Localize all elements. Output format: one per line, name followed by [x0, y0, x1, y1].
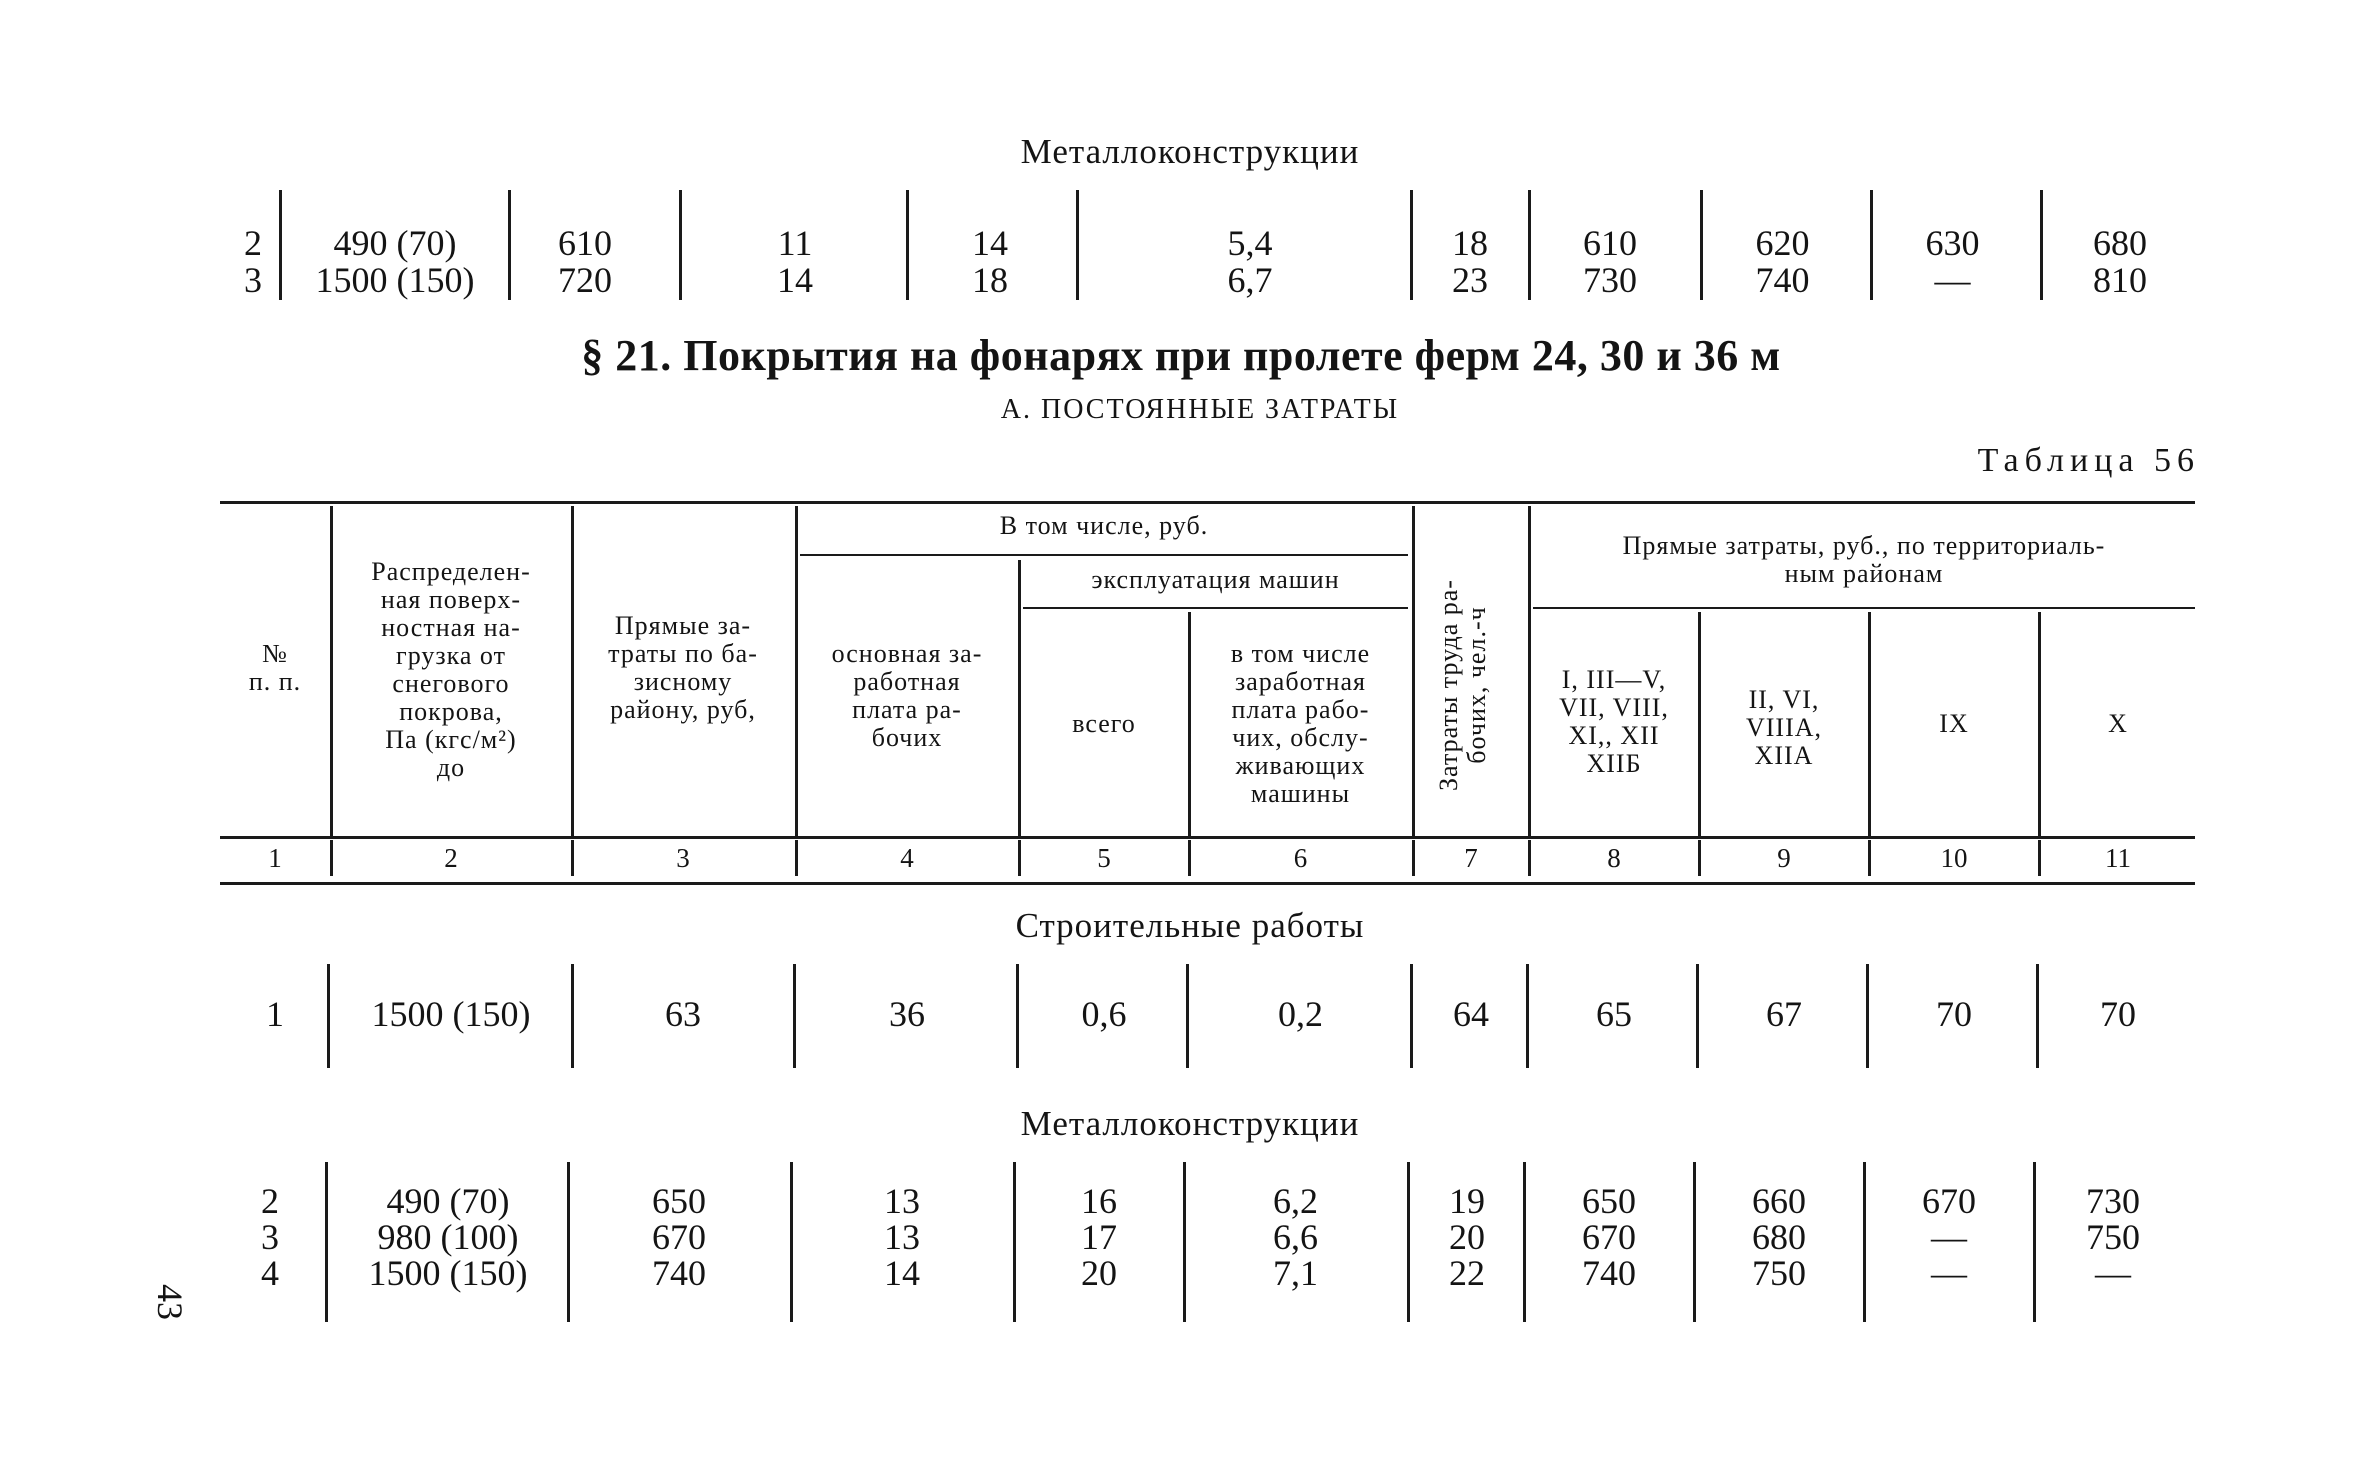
- labor-value: 23: [1452, 260, 1488, 300]
- column-divider: [1698, 840, 1701, 876]
- column-divider: [1410, 190, 1413, 300]
- row-number: 4: [261, 1253, 279, 1293]
- header-group-incl: В том числе, руб.: [999, 511, 1209, 540]
- column-divider: [1528, 190, 1531, 300]
- region-10-value: 670: [1922, 1181, 1976, 1221]
- region-8-value: 65: [1596, 994, 1632, 1034]
- region-8-value: 670: [1582, 1217, 1636, 1257]
- column-divider: [1076, 190, 1079, 300]
- load-value: 1500 (150): [371, 994, 531, 1034]
- column-divider: [330, 840, 333, 876]
- column-divider: [571, 964, 574, 1068]
- direct-cost-value: 740: [652, 1253, 706, 1293]
- machine-wage-value: 6,6: [1273, 1217, 1318, 1257]
- direct-cost-value: 610: [558, 223, 612, 263]
- column-divider: [325, 1162, 328, 1322]
- load-value: 490 (70): [333, 223, 457, 263]
- region-10-value: 630: [1925, 223, 1980, 263]
- column-divider: [793, 964, 796, 1068]
- wage-value: 11: [777, 223, 813, 263]
- wage-value: 13: [884, 1181, 920, 1221]
- page-number: 43: [150, 1284, 190, 1320]
- row-number: 1: [266, 994, 284, 1034]
- region-8-value: 730: [1583, 260, 1637, 300]
- column-divider: [790, 1162, 793, 1322]
- labor-value: 22: [1449, 1253, 1485, 1293]
- column-divider: [795, 506, 798, 836]
- table-label: Таблица 56: [1977, 442, 2200, 479]
- construction-subtitle: Строительные работы: [1015, 906, 1365, 945]
- column-number: 2: [444, 843, 458, 873]
- column-divider: [1868, 840, 1871, 876]
- load-value: 1500 (150): [315, 260, 475, 300]
- header-col-1: № п. п.: [248, 639, 302, 696]
- column-divider: [1186, 964, 1189, 1068]
- column-divider: [1696, 964, 1699, 1068]
- group-rule: [800, 554, 1408, 556]
- column-divider: [1863, 1162, 1866, 1322]
- header-group-regions: Прямые затраты, руб., по территориаль- ным районам: [1622, 531, 2106, 588]
- column-number: 11: [2105, 843, 2131, 873]
- direct-cost-value: 650: [652, 1181, 706, 1221]
- column-number: 9: [1777, 843, 1791, 873]
- column-divider: [1018, 560, 1021, 836]
- column-divider: [508, 190, 511, 300]
- direct-cost-value: 720: [558, 260, 612, 300]
- column-divider: [327, 964, 330, 1068]
- column-divider: [1528, 506, 1531, 836]
- column-number: 7: [1464, 843, 1478, 873]
- region-9-value: 620: [1755, 223, 1810, 263]
- column-divider: [279, 190, 282, 300]
- column-divider: [1526, 964, 1529, 1068]
- column-divider: [1523, 1162, 1526, 1322]
- column-divider: [571, 506, 574, 836]
- column-divider: [1528, 840, 1531, 876]
- region-8-value: 650: [1582, 1181, 1636, 1221]
- header-col-4: основная за- работная плата ра- бочих: [831, 639, 983, 752]
- machine-total-value: 18: [972, 260, 1008, 300]
- column-divider: [1866, 964, 1869, 1068]
- column-divider: [2033, 1162, 2036, 1322]
- header-col-3: Прямые за- траты по ба- зисному району, руб,: [608, 611, 758, 724]
- header-col-5: всего: [1072, 709, 1136, 738]
- row-number: 3: [261, 1217, 279, 1257]
- machine-total-value: 20: [1081, 1253, 1117, 1293]
- row-number: 3: [244, 260, 262, 300]
- column-divider: [1407, 1162, 1410, 1322]
- column-divider: [1870, 190, 1873, 300]
- region-11-value: 70: [2100, 994, 2136, 1034]
- header-end-rule: [220, 882, 2195, 885]
- region-10-value: —: [1931, 1253, 1967, 1293]
- wage-value: 36: [889, 994, 925, 1034]
- column-divider: [2040, 190, 2043, 300]
- load-value: 1500 (150): [368, 1253, 528, 1293]
- wage-value: 14: [884, 1253, 920, 1293]
- column-number: 6: [1293, 843, 1308, 873]
- load-value: 980 (100): [377, 1217, 519, 1257]
- row-number: 2: [261, 1181, 279, 1221]
- column-divider: [1013, 1162, 1016, 1322]
- machine-total-value: 14: [972, 223, 1008, 263]
- column-divider: [1693, 1162, 1696, 1322]
- column-divider: [1188, 612, 1191, 836]
- header-col-11: X: [2108, 709, 2128, 738]
- labor-value: 19: [1449, 1181, 1485, 1221]
- region-8-value: 610: [1583, 223, 1637, 263]
- wage-value: 13: [884, 1217, 920, 1257]
- top-section-subtitle: Металлоконструкции: [1020, 132, 1360, 171]
- region-10-value: 70: [1936, 994, 1972, 1034]
- header-col-10: IX: [1939, 709, 1969, 738]
- region-10-value: —: [1931, 1217, 1967, 1257]
- column-divider: [2038, 612, 2041, 836]
- column-divider: [571, 840, 574, 876]
- header-col-9: II, VI, VIIIА, XIIА: [1745, 685, 1823, 770]
- column-divider: [1698, 612, 1701, 836]
- region-8-value: 740: [1582, 1253, 1636, 1293]
- machine-total-value: 17: [1081, 1217, 1117, 1257]
- column-divider: [1183, 1162, 1186, 1322]
- header-col-6: в том числе заработная плата рабо- чих, обслу- живающих машины: [1230, 639, 1371, 808]
- section-title: § 21. Покрытия на фонарях при пролете ферм 24, 30 и 36 м: [581, 331, 1781, 380]
- column-number: 3: [676, 843, 690, 873]
- column-number: 4: [900, 843, 914, 873]
- region-9-value: 680: [1752, 1217, 1806, 1257]
- machine-wage-value: 5,4: [1227, 223, 1273, 263]
- column-divider: [567, 1162, 570, 1322]
- column-divider: [906, 190, 909, 300]
- region-11-value: —: [2095, 1253, 2131, 1293]
- load-value: 490 (70): [386, 1181, 510, 1221]
- labor-value: 20: [1449, 1217, 1485, 1257]
- column-number: 10: [1940, 843, 1968, 873]
- region-11-value: 730: [2086, 1181, 2140, 1221]
- column-divider: [1188, 840, 1191, 876]
- section-subtitle: А. ПОСТОЯННЫЕ ЗАТРАТЫ: [1000, 394, 1400, 425]
- region-9-value: 660: [1752, 1181, 1806, 1221]
- column-divider: [2036, 964, 2039, 1068]
- column-number: 1: [268, 843, 282, 873]
- region-10-value: —: [1934, 260, 1971, 300]
- labor-value: 64: [1453, 994, 1489, 1034]
- column-number: 8: [1607, 843, 1621, 873]
- group-rule: [1023, 607, 1408, 609]
- column-divider: [1410, 964, 1413, 1068]
- header-col-2: Распределен- ная поверх- ностная на- грузка от снегового покрова, Па (кгс/м²) до: [371, 557, 531, 782]
- table-top-rule: [220, 501, 2195, 504]
- column-divider: [1868, 612, 1871, 836]
- header-bottom-rule: [220, 836, 2195, 839]
- column-divider: [2038, 840, 2041, 876]
- group-rule: [1533, 607, 2195, 609]
- machine-wage-value: 6,2: [1273, 1181, 1318, 1221]
- column-divider: [1412, 506, 1415, 836]
- direct-cost-value: 63: [665, 994, 701, 1034]
- region-9-value: 740: [1755, 260, 1810, 300]
- labor-value: 18: [1452, 223, 1488, 263]
- machine-total-value: 0,6: [1081, 994, 1127, 1034]
- machine-wage-value: 6,7: [1227, 260, 1273, 300]
- region-9-value: 67: [1766, 994, 1802, 1034]
- direct-cost-value: 670: [652, 1217, 706, 1257]
- machine-wage-value: 7,1: [1273, 1253, 1318, 1293]
- column-divider: [1016, 964, 1019, 1068]
- row-number: 2: [244, 223, 262, 263]
- machine-total-value: 16: [1081, 1181, 1117, 1221]
- column-divider: [795, 840, 798, 876]
- header-col-8: I, III—V, VII, VIII, XI,, XII XIIБ: [1559, 665, 1669, 778]
- metal-subtitle: Металлоконструкции: [1020, 1104, 1360, 1143]
- region-9-value: 750: [1752, 1253, 1806, 1293]
- column-divider: [1018, 840, 1021, 876]
- region-11-value: 810: [2093, 260, 2147, 300]
- column-divider: [1412, 840, 1415, 876]
- region-11-value: 680: [2093, 223, 2147, 263]
- column-divider: [1700, 190, 1703, 300]
- wage-value: 14: [777, 260, 813, 300]
- machine-wage-value: 0,2: [1278, 994, 1323, 1034]
- header-group-machines: эксплуатация машин: [1091, 565, 1340, 594]
- column-divider: [330, 506, 333, 836]
- column-divider: [679, 190, 682, 300]
- region-11-value: 750: [2086, 1217, 2140, 1257]
- header-col-7: Затраты труда ра- бочих, чел.-ч: [1434, 579, 1491, 791]
- column-number: 5: [1097, 843, 1111, 873]
